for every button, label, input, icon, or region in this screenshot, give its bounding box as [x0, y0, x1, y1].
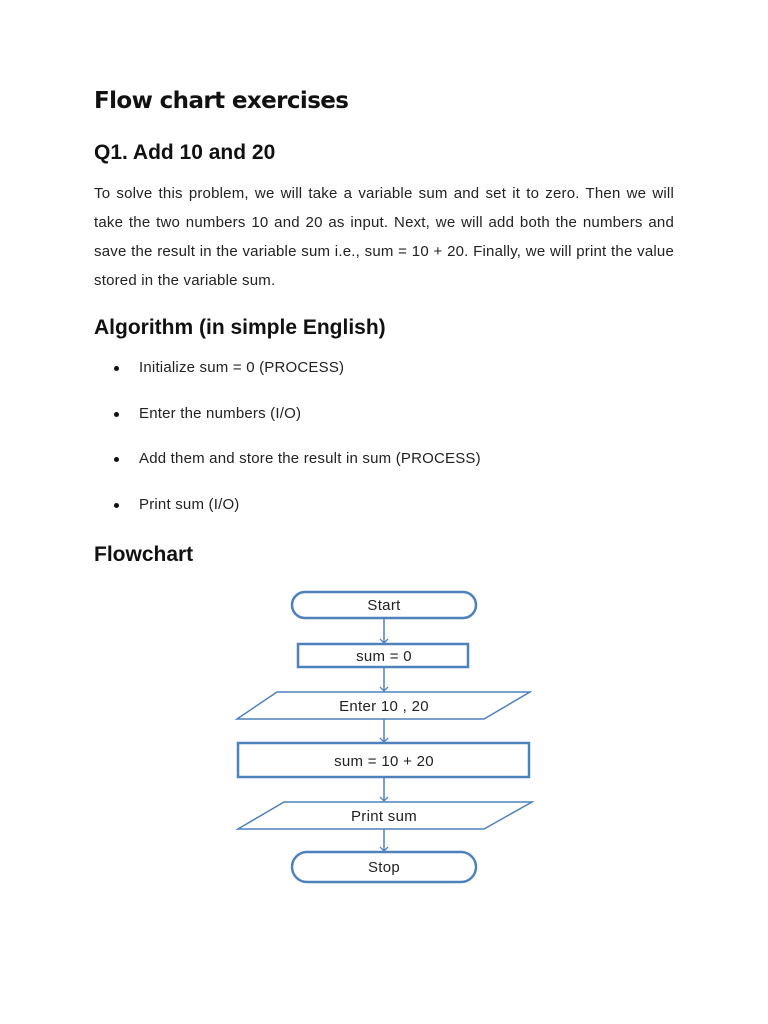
- flowchart-node-input-label: Enter 10 , 20: [339, 698, 429, 715]
- flowchart-node-start: [292, 592, 476, 618]
- bullet-icon: [114, 366, 119, 371]
- flowchart-node-add-label: sum = 10 + 20: [334, 753, 434, 770]
- page-title: Flow chart exercises: [94, 88, 349, 114]
- algorithm-step: [94, 357, 481, 403]
- algorithm-heading: Algorithm (in simple English): [94, 316, 386, 339]
- problem-description: To solve this problem, we will take a variable sum and set it to zero. Then we will take the two numbers 10 and 20 as input. Next, we will add both the numbers and save the result in the variable sum i.e., sum = 10 + 20. Finally, we will print the value stored in the variable sum.: [94, 185, 674, 289]
- algorithm-step: [94, 494, 481, 540]
- bullet-icon: [114, 503, 119, 508]
- flowchart-diagram: [230, 585, 540, 890]
- flowchart-node-stop: [292, 852, 476, 882]
- algorithm-steps-list: [94, 357, 481, 540]
- flowchart-node-start-label: Start: [367, 597, 401, 614]
- bullet-icon: [114, 457, 119, 462]
- flowchart-node-input: [237, 692, 530, 719]
- algorithm-step-text: Print sum (I/O): [139, 496, 240, 514]
- bullet-icon: [114, 412, 119, 417]
- flowchart-node-init-label: sum = 0: [356, 648, 412, 665]
- algorithm-step-text: Initialize sum = 0 (PROCESS): [139, 359, 345, 376]
- flowchart-node-add: [238, 743, 529, 777]
- flowchart-node-init: [298, 644, 468, 667]
- flowchart-node-print-label: Print sum: [350, 808, 418, 825]
- algorithm-step: [94, 448, 481, 494]
- flowchart-node-stop-label: Stop: [367, 859, 401, 876]
- flowchart-heading: Flowchart: [94, 543, 194, 566]
- flowchart-node-print: [238, 802, 532, 829]
- question-heading: Q1. Add 10 and 20: [94, 141, 276, 164]
- algorithm-step-text: Enter the numbers (I/O): [139, 404, 302, 422]
- algorithm-step: [94, 403, 481, 449]
- algorithm-step-text: Add them and store the result in sum (PROCESS): [139, 450, 481, 468]
